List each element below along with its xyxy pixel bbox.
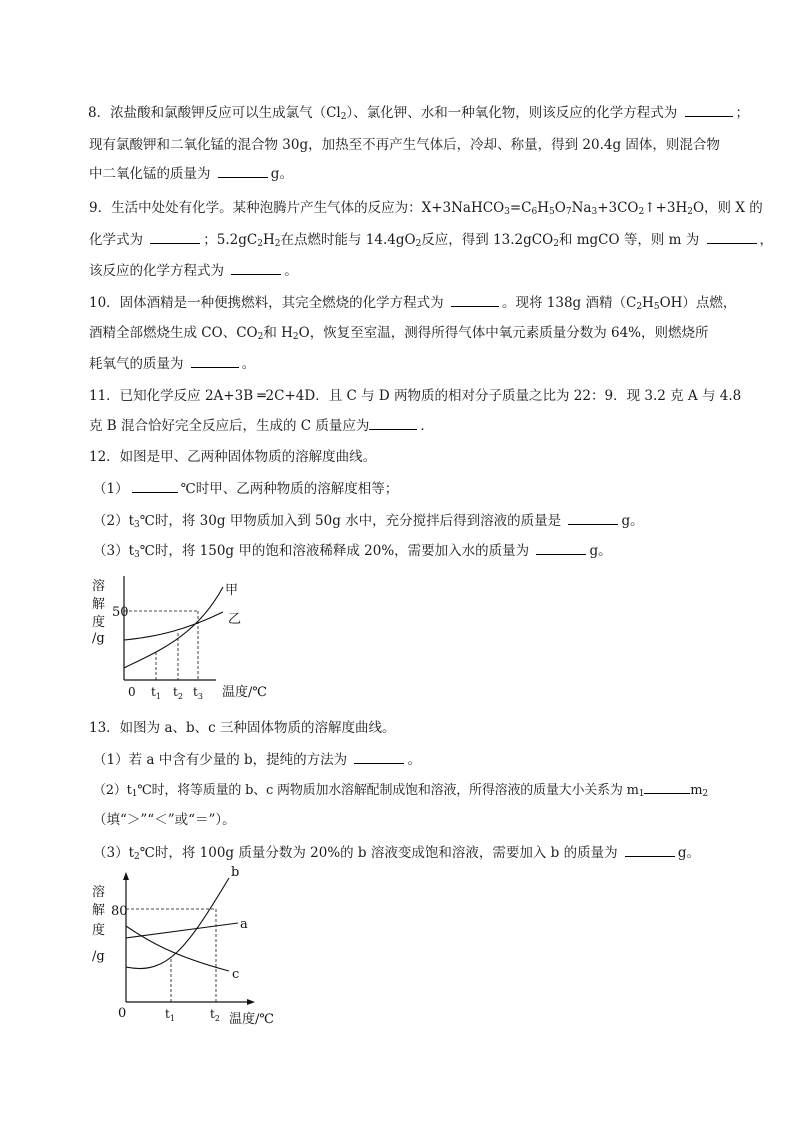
q9-line-2: 化学式为 ；$5.2gC_2H_2$在点燃时能与 $14.4gO_2$反应，得到 13.2gCO$_2$和 mgCO 等，则 m 为 ， — [89, 232, 774, 249]
q8-line-1: 8．浓盐酸和氯酸钾反应可以生成氯气$(Cl_2)$、氯化钾、水和一种氧化物，则该反应的化学方程式为 ； — [88, 105, 750, 122]
chart1-xtick-t1: $t_1$ — [151, 685, 161, 701]
q12-part-3: $(3)t_3℃$时，将 150g 甲的饱和溶液稀释成 20%，需要加入水的质量为 g。 — [93, 543, 612, 560]
chart2-y-arrow — [123, 872, 129, 880]
q12-water-mass-blank[interactable] — [536, 541, 586, 555]
chart1-legend-yi: 乙 — [228, 612, 242, 627]
chart2-ylabel-4: /g — [92, 949, 105, 964]
chart2-ylabel-3: 度 — [92, 923, 106, 938]
chart2-x-arrow — [247, 999, 255, 1005]
chart1-xtick-t2: $t_2$ — [173, 685, 183, 701]
q10-line-2: 酒精全部燃烧生成 CO、$CO_2$和 $H_2O$，恢复至室温，测得所得气体中氧元素质量分数为 64%，则燃烧所 — [89, 325, 709, 342]
chart1-ylabel-4: /g — [92, 631, 105, 646]
q13-part-3: $(3)t_2℃$时，将 100g 质量分数为 20%的 b 溶液变成饱和溶液，需要加入 b 的质量为 g。 — [93, 845, 701, 862]
q8-line-3: 中二氧化锰的质量为 g。 — [89, 166, 293, 182]
q13-b-mass-blank[interactable] — [625, 843, 675, 857]
solubility-chart-2 — [88, 866, 298, 1031]
q13-part-1: （1）若 a 中含有少量的 b，提纯的方法为 。 — [93, 752, 421, 768]
chart2-label-b: b — [231, 866, 240, 880]
chart1-ylabel-1: 溶 — [92, 579, 106, 594]
chart1-ylabel-2: 解 — [92, 597, 106, 612]
chart2-ylabel-1: 溶 — [92, 885, 106, 900]
q10-line-1: 10．固体酒精是一种便携燃料，其完全燃烧的化学方程式为 。现将 138g 酒精$(C_2H_5OH)$点燃， — [89, 295, 737, 312]
q10-oxygen-blank[interactable] — [191, 354, 239, 368]
q12-part-2: $(2)t_3℃$时，将 30g 甲物质加入到 50g 水中，充分搅拌后得到溶液的质量是 g。 — [93, 513, 644, 530]
chart1-curve-yi — [124, 612, 223, 640]
chart2-label-a: a — [240, 917, 248, 932]
q13-part-2-hint: （填“＞”“＜”或“＝”）。 — [93, 812, 236, 828]
chart1-ylabel-3: 度 — [92, 615, 106, 630]
q13-part-2: $(2)t_1℃$时，将等质量的 b、c 两物质加水溶解配制成饱和溶液，所得溶液的质量大小关系为 $m_1$ $m_2$ — [93, 780, 708, 800]
q9-equation-blank[interactable] — [231, 261, 281, 275]
q12-solution-mass-blank[interactable] — [568, 511, 618, 525]
q13-title: 13．如图为 a、b、c 三种固体物质的溶解度曲线。 — [89, 720, 396, 736]
q10-equation-blank[interactable] — [451, 293, 499, 307]
chart1-ytick-50: 50 — [112, 605, 129, 620]
chart2-ylabel-2: 解 — [92, 903, 106, 918]
chart2-ytick-80: 80 — [111, 904, 128, 919]
q9-m-blank[interactable] — [707, 230, 757, 244]
q13-compare-blank[interactable] — [644, 780, 690, 794]
chart2-curve-b — [126, 878, 229, 969]
chart1-origin: 0 — [128, 685, 136, 699]
chart1-legend-jia: 甲 — [225, 583, 239, 598]
q9-line-3: 该反应的化学方程式为 。 — [89, 263, 298, 279]
q8-mass-blank[interactable] — [218, 164, 268, 178]
q11-mass-blank[interactable] — [369, 416, 417, 430]
q11-line-1: 11．已知化学反应 2A+3B ═2C+4D．且 C 与 D 两物质的相对分子质量之比为 22：9．现 3.2 克 A 与 4.8 — [89, 388, 742, 404]
q12-title: 12．如图是甲、乙两种固体物质的溶解度曲线。 — [89, 449, 377, 465]
q8-line-2: 现有氯酸钾和二氧化锰的混合物 30g，加热至不再产生气体后，冷却、称量，得到 20.4g 固体，则混合物 — [89, 137, 720, 153]
chart2-origin: 0 — [118, 1006, 127, 1021]
chart1-xlabel: 温度/℃ — [222, 685, 267, 700]
q11-line-2: 克 B 混合恰好完全反应后，生成的 C 质量应为 ． — [89, 418, 434, 434]
chart2-xlabel: 温度/℃ — [229, 1012, 274, 1027]
chart2-xtick-t2: $t_2$ — [210, 1007, 220, 1023]
chart1-curve-jia — [124, 587, 223, 668]
q9-formula-blank[interactable] — [150, 230, 200, 244]
chart2-curve-a — [126, 923, 238, 938]
q8-equation-blank[interactable] — [685, 103, 733, 117]
q9-line-1: 9．生活中处处有化学。某种泡腾片产生气体的反应为：$X+3NaHCO_3=C_6H_5O_7Na_3+3CO_2↑+3H_2O$，则 X 的 — [89, 200, 763, 217]
q12-part-1: （1） ℃时甲、乙两种物质的溶解度相等； — [93, 481, 399, 497]
chart2-xtick-t1: $t_1$ — [165, 1007, 175, 1023]
chart2-label-c: c — [232, 967, 240, 982]
q12-temp-blank[interactable] — [132, 479, 178, 493]
solubility-chart-1 — [86, 572, 286, 704]
chart1-xtick-t3: $t_3$ — [193, 685, 203, 701]
q10-line-3: 耗氧气的质量为 。 — [89, 356, 256, 372]
chart2-curve-c — [126, 926, 229, 971]
q13-method-blank[interactable] — [354, 750, 404, 764]
